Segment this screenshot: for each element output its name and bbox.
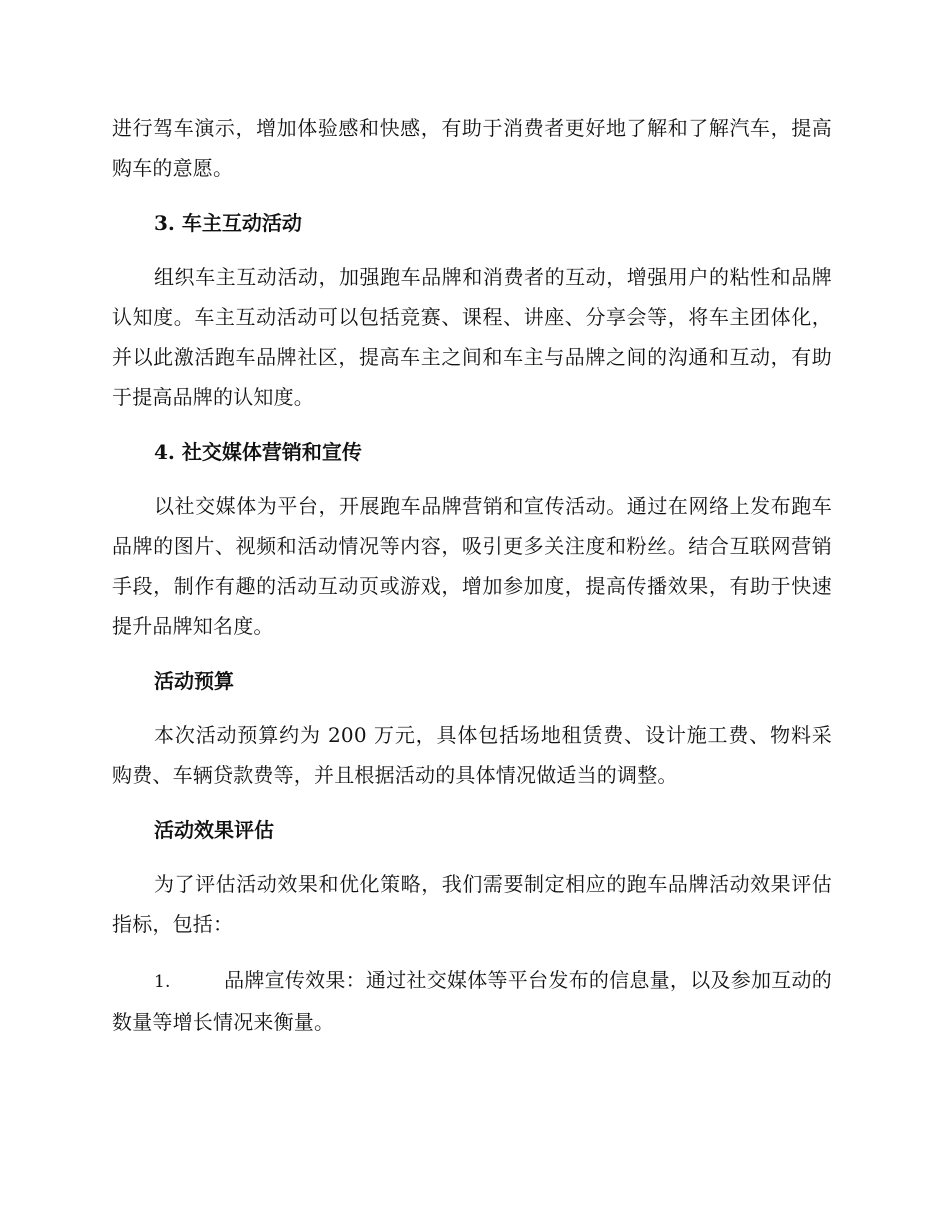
document-body	[112, 108, 832, 1042]
heading-budget: 活动预算	[154, 669, 234, 693]
heading-evaluation: 活动效果评估	[154, 818, 274, 842]
heading-social-media: 4. 社交媒体营销和宣传	[154, 440, 362, 464]
list-item-text: 品牌宣传效果：通过社交媒体等平台发布的信息量，以及参加互动的数量等增长情况来衡量。	[112, 968, 832, 1034]
paragraph-budget: 本次活动预算约为 200 万元，具体包括场地租赁费、设计施工费、物料采购费、车辆贷款费等，并且根据活动的具体情况做适当的调整。	[112, 723, 832, 787]
list-item	[112, 960, 832, 1042]
list-item-number: 1.	[154, 972, 171, 992]
paragraph-owner-interaction: 组织车主互动活动，加强跑车品牌和消费者的互动，增强用户的粘性和品牌认知度。车主互动活动可以包括竞赛、课程、讲座、分享会等，将车主团体化，并以此激活跑车品牌社区，提高车主之间和车主与品牌之间的沟通和互动，有助于提高品牌的认知度。	[112, 265, 832, 409]
paragraph-test-drive-continued: 进行驾车演示，增加体验感和快感，有助于消费者更好地了解和了解汽车，提高购车的意愿。	[112, 116, 832, 180]
paragraph-evaluation: 为了评估活动效果和优化策略，我们需要制定相应的跑车品牌活动效果评估指标，包括：	[112, 872, 832, 936]
paragraph-social-media: 以社交媒体为平台，开展跑车品牌营销和宣传活动。通过在网络上发布跑车品牌的图片、视频和活动情况等内容，吸引更多关注度和粉丝。结合互联网营销手段，制作有趣的活动互动页或游戏，增加参加度，提高传播效果，有助于快速提升品牌知名度。	[112, 494, 832, 638]
heading-owner-interaction: 3. 车主互动活动	[154, 211, 302, 235]
